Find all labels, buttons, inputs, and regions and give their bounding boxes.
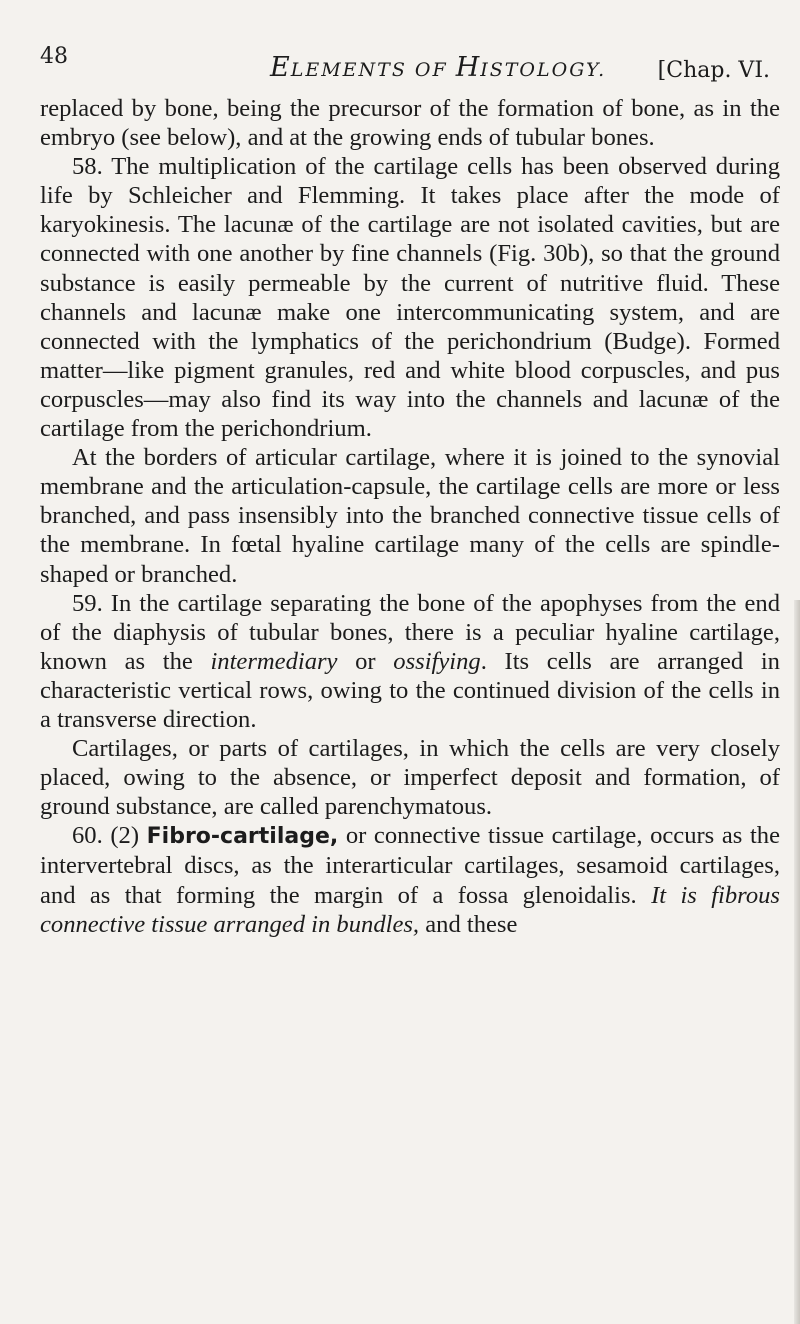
p60-heading-fibro-cartilage: Fibro-cartilage, [146, 824, 339, 850]
paragraph-continued: replaced by bone, being the precursor of the formation of bone, as in the embryo (see below), and at the growing ends of tubular bones. [40, 95, 780, 152]
running-title [270, 52, 606, 83]
paragraph-59 [40, 589, 780, 734]
p60-italic-definition: It is fibrous connective tissue arranged in bundles, [40, 881, 781, 938]
page-edge-shadow [794, 600, 800, 1324]
p60-text-b: or connective tissue cartilage, occurs as the intervertebral discs, as the interarticular cartilages, sesamoid cartilages, and as that forming the margin of a fossa glenoidalis. [40, 822, 780, 909]
paragraph-58: 58. The multiplication of the cartilage cells has been observed during life by Schleicher and Flemming. It takes place after the mode of karyokinesis. The lacunæ of the cartilage are not isolated cavities, but are connected with one another by fine channels (Fig. 30b), so that the ground substance is easily permeable by the current of nutritive fluid. These channels and lacunæ make one intercommunicating system, and are connected with the lymphatics of the perichondrium (Budge). Formed matter—like pigment granules, red and white blood corpuscles, and pus corpuscles—may also find its way into the channels and lacunæ of the cartilage from the perichondrium. [40, 153, 780, 443]
p59-term-ossifying: ossifying [393, 647, 481, 675]
p59-term-intermediary: intermediary [210, 647, 338, 675]
p59-text-a: 59. In the cartilage separating the bone of the apophyses from the end of the diaphysis of tubular bones, there is a peculiar hyaline cartilage, known as the [40, 589, 780, 675]
paragraph-parenchymatous: Cartilages, or parts of cartilages, in which the cells are very closely placed, owing to the absence, or imperfect deposit and formation, of ground substance, are called parenchymatous. [40, 735, 780, 821]
p59-text-b: or [337, 647, 394, 675]
p59-text-c: . Its cells are arranged in characteristic vertical rows, owing to the continued division of the cells in a transverse direction. [40, 647, 780, 733]
running-title-initial: E [270, 52, 291, 83]
running-title-part2: ISTOLOGY. [480, 59, 607, 81]
body-text [40, 94, 780, 939]
paragraph-articular: At the borders of articular cartilage, where it is joined to the synovial membrane and the articulation-capsule, the cartilage cells are more or less branched, and pass insensibly into the branched connective tissue cells of the membrane. In fœtal hyaline cartilage many of the cells are spindle-shaped or branched. [40, 444, 780, 588]
page-header [40, 44, 780, 94]
chapter-reference: [Chap. VI. [657, 58, 770, 83]
running-title-initial-h: H [455, 52, 481, 83]
p60-text-c: and these [419, 910, 518, 938]
page-number: 48 [40, 44, 68, 69]
paragraph-60 [40, 821, 780, 938]
running-title-part1: LEMENTS OF [290, 59, 456, 81]
p60-text-a: 60. (2) [72, 822, 147, 850]
